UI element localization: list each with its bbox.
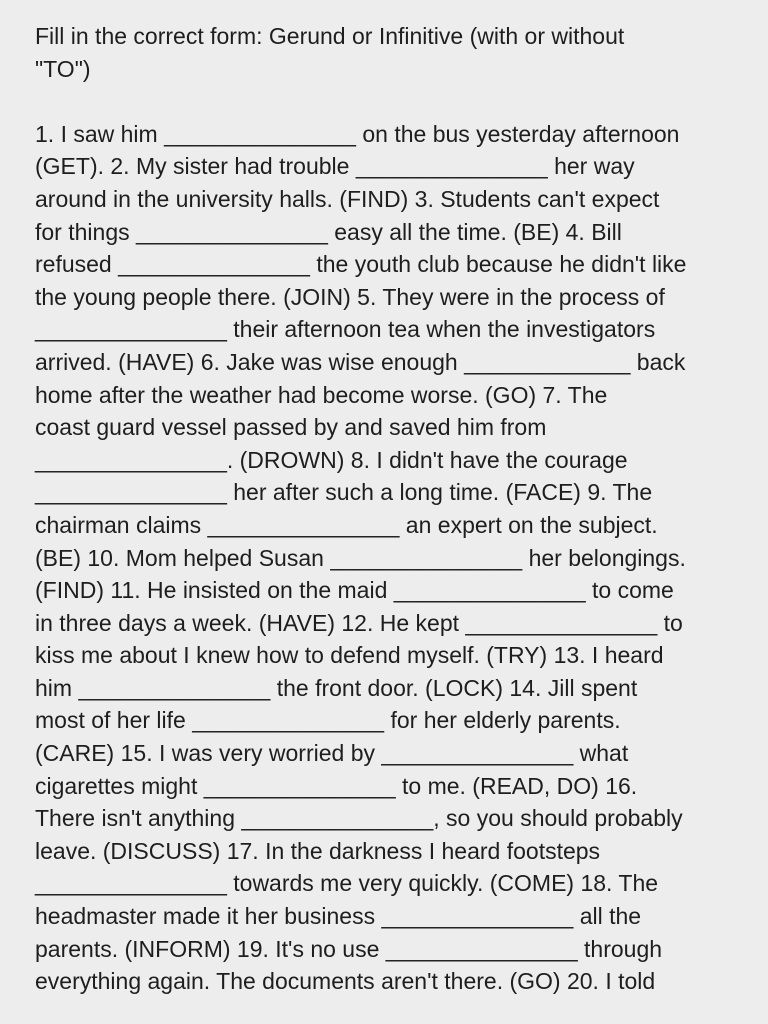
exercise-line: around in the university halls. (FIND) 3. Students can't expect: [35, 185, 660, 212]
exercise-line: most of her life _______________ for her elderly parents.: [35, 707, 621, 734]
exercise-line: cigarettes might _______________ to me. (READ, DO) 16.: [35, 772, 638, 799]
exercise-line: for things _______________ easy all the time. (BE) 4. Bill: [35, 218, 622, 245]
exercise-line: _______________ towards me very quickly. (COME) 18. The: [35, 870, 659, 897]
exercise-line: the young people there. (JOIN) 5. They were in the process of: [35, 283, 665, 310]
exercise-line: everything again. The documents aren't there. (GO) 20. I told: [35, 968, 656, 995]
exercise-line: chairman claims _______________ an expert on the subject.: [35, 511, 658, 538]
exercise-line: (FIND) 11. He insisted on the maid _______________ to come: [35, 577, 674, 604]
exercise-line: kiss me about I knew how to defend myself. (TRY) 13. I heard: [35, 642, 664, 669]
exercise-line: (CARE) 15. I was very worried by _______________ what: [35, 740, 629, 767]
exercise-line: (GET). 2. My sister had trouble _______________ her way: [35, 153, 635, 180]
exercise-line: (BE) 10. Mom helped Susan _______________ her belongings.: [35, 544, 686, 571]
instructions-heading: [35, 20, 744, 85]
exercise-line: headmaster made it her business _______________ all the: [35, 903, 642, 930]
exercise-line: _______________ their afternoon tea when the investigators: [35, 316, 656, 343]
paragraph-gap: [35, 85, 744, 118]
exercise-line: 1. I saw him _______________ on the bus yesterday afternoon: [35, 120, 680, 147]
exercise-text: [35, 118, 744, 998]
instructions-line: "TO"): [35, 55, 91, 82]
exercise-line: _______________ her after such a long time. (FACE) 9. The: [35, 479, 653, 506]
exercise-line: coast guard vessel passed by and saved him from: [35, 414, 547, 441]
exercise-line: arrived. (HAVE) 6. Jake was wise enough _____________ back: [35, 348, 686, 375]
exercise-line: There isn't anything _______________, so you should probably: [35, 805, 683, 832]
exercise-line: parents. (INFORM) 19. It's no use _______________ through: [35, 935, 663, 962]
exercise-line: refused _______________ the youth club because he didn't like: [35, 251, 687, 278]
exercise-line: home after the weather had become worse. (GO) 7. The: [35, 381, 608, 408]
exercise-line: leave. (DISCUSS) 17. In the darkness I heard footsteps: [35, 837, 601, 864]
instructions-line: Fill in the correct form: Gerund or Infinitive (with or without: [35, 23, 625, 49]
exercise-line: him _______________ the front door. (LOCK) 14. Jill spent: [35, 674, 638, 701]
exercise-line: in three days a week. (HAVE) 12. He kept _______________ to: [35, 609, 683, 636]
exercise-line: _______________. (DROWN) 8. I didn't have the courage: [35, 446, 628, 473]
